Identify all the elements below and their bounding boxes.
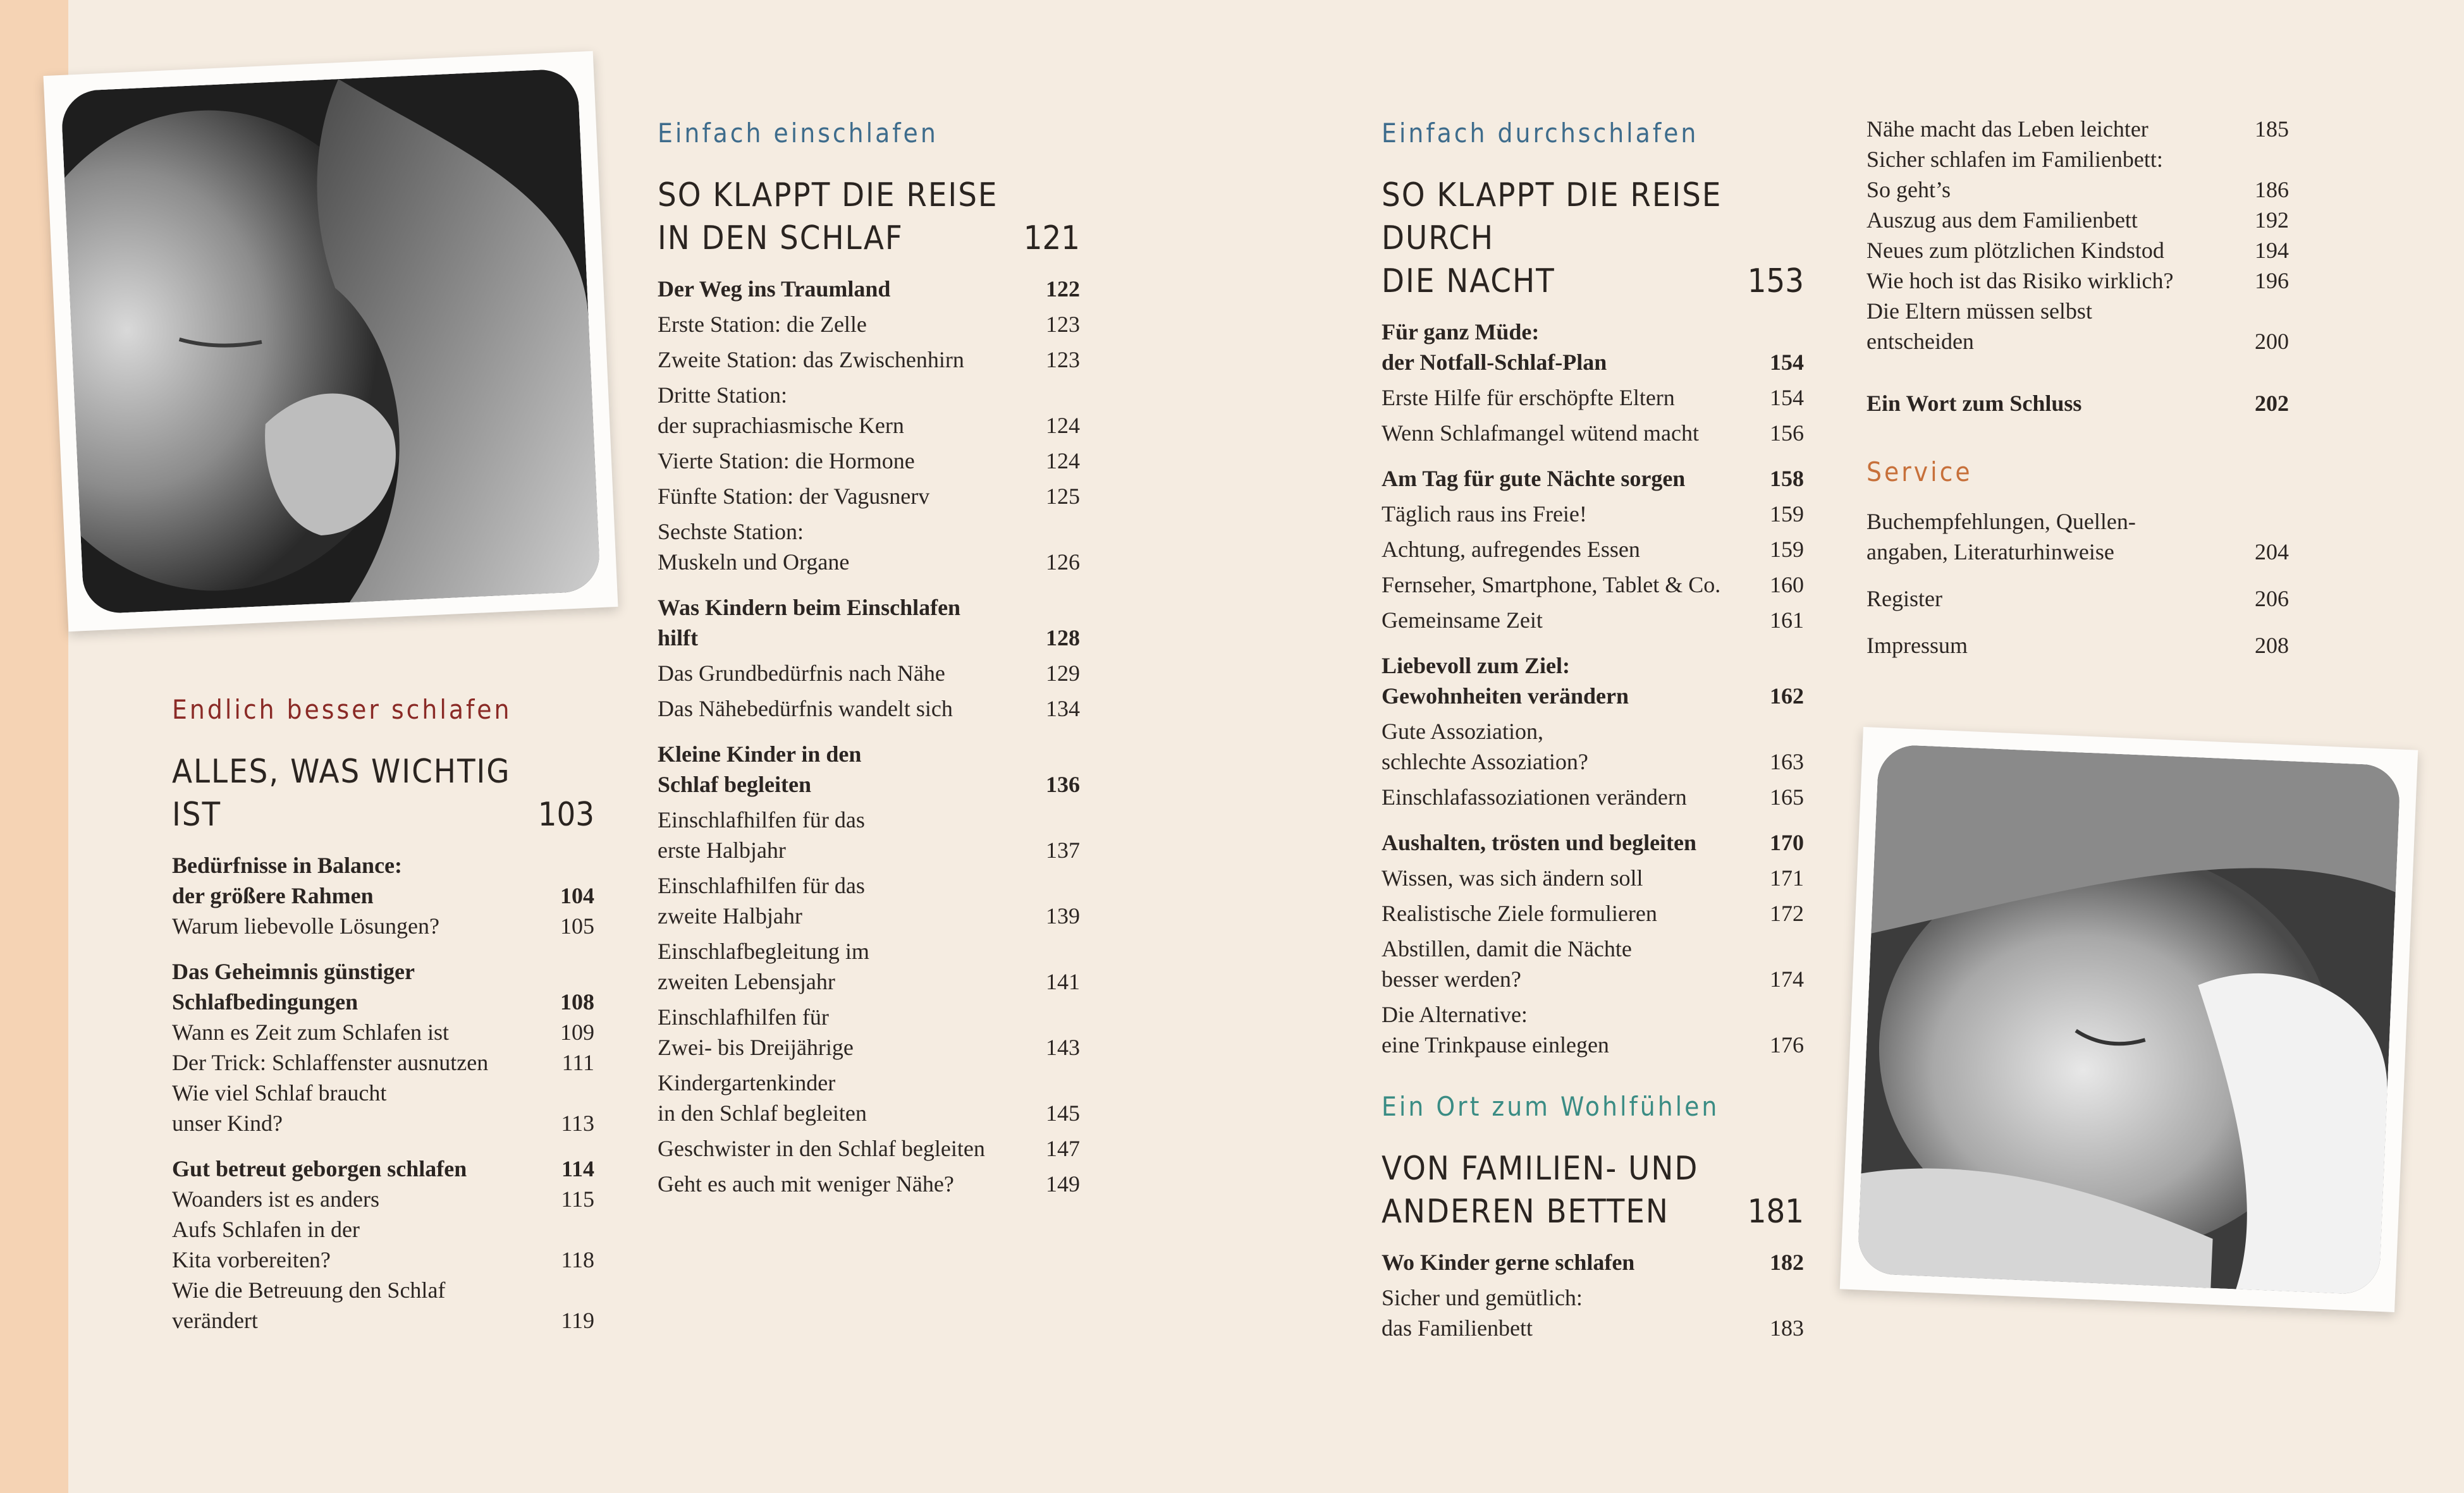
- entry-title: Fernseher, Smartphone, Tablet & Co.: [1382, 572, 1721, 597]
- entry-title: Erste Station: die Zelle: [658, 312, 867, 337]
- toc-entry[interactable]: [1382, 534, 1804, 564]
- entry-title: Auszug aus dem Familienbett: [1866, 207, 2138, 233]
- toc-entry[interactable]: [658, 658, 1080, 688]
- entry-title: Die Eltern müssen selbst entscheiden: [1866, 298, 2092, 354]
- entry-title: Wenn Schlafmangel wütend macht: [1382, 420, 1699, 446]
- toc-entry[interactable]: [658, 592, 1080, 653]
- entry-page: 185: [2255, 116, 2289, 142]
- entry-title: Gemeinsame Zeit: [1382, 607, 1543, 633]
- entry-page: 111: [561, 1050, 594, 1075]
- entry-page: 128: [1046, 625, 1080, 650]
- toc-section-einfach-einschlafen: [658, 118, 1080, 1204]
- entry-page: 123: [1046, 347, 1080, 372]
- toc-entry[interactable]: [658, 380, 1080, 441]
- entry-title: Aufs Schlafen in der Kita vorbereiten?: [172, 1217, 360, 1272]
- entry-title: Neues zum plötzlichen Kindstod: [1866, 238, 2164, 263]
- entry-title: Einschlafassoziationen verändern: [1382, 784, 1687, 810]
- toc-entry[interactable]: [172, 1214, 594, 1275]
- entry-page: 204: [2255, 539, 2289, 564]
- entry-title: Achtung, aufregendes Essen: [1382, 537, 1640, 562]
- photo-sleeping-child: [1840, 727, 2418, 1312]
- entry-title: Geht es auch mit weniger Nähe?: [658, 1171, 954, 1197]
- entry-page: 159: [1770, 501, 1804, 527]
- entry-page: 122: [1046, 276, 1080, 302]
- entry-title: Am Tag für gute Nächte sorgen: [1382, 466, 1686, 491]
- toc-entry[interactable]: [1382, 827, 1804, 858]
- chapter-page: 121: [1023, 219, 1080, 257]
- toc-entry[interactable]: [658, 805, 1080, 865]
- entry-page: 124: [1046, 413, 1080, 438]
- chapter-title: SO KLAPPT DIE REISE IN DEN SCHLAF: [658, 176, 998, 257]
- toc-entry[interactable]: [658, 481, 1080, 511]
- toc-entry[interactable]: [1866, 235, 2289, 265]
- toc-entry[interactable]: [172, 1047, 594, 1078]
- entry-title: Aushalten, trösten und begleiten: [1382, 830, 1697, 855]
- entry-page: 126: [1046, 549, 1080, 575]
- entry-title: Erste Hilfe für erschöpfte Eltern: [1382, 385, 1675, 410]
- entry-title: Woanders ist es anders: [172, 1186, 380, 1212]
- entry-page: 136: [1046, 772, 1080, 797]
- entry-title: Zweite Station: das Zwischenhirn: [658, 347, 964, 372]
- entry-page: 113: [561, 1111, 594, 1136]
- entry-title: Sicher schlafen im Familienbett: So geht’s: [1866, 147, 2163, 202]
- toc-entry[interactable]: [658, 693, 1080, 724]
- entry-page: 108: [560, 989, 594, 1015]
- entry-title: Realistische Ziele formulieren: [1382, 901, 1657, 926]
- entry-title: Einschlafbegleitung im zweiten Lebensjahr: [658, 939, 869, 994]
- service-entries: [1866, 506, 2289, 661]
- toc-entry[interactable]: [1866, 144, 2289, 205]
- entry-page: 159: [1770, 537, 1804, 562]
- entry-page: 123: [1046, 312, 1080, 337]
- toc-entry[interactable]: [1866, 114, 2289, 144]
- entry-title: Fünfte Station: der Vagusnerv: [658, 484, 930, 509]
- toc-section-endlich-besser-schlafen: [172, 694, 594, 1336]
- entry-title: Die Alternative: eine Trinkpause einlegen: [1382, 1002, 1609, 1057]
- entry-page: 147: [1046, 1136, 1080, 1161]
- toc-entry[interactable]: [1382, 782, 1804, 812]
- entry-page: 115: [561, 1186, 594, 1212]
- entry-page: 141: [1046, 969, 1080, 994]
- entry-title: Sicher und gemütlich: das Familienbett: [1382, 1285, 1583, 1341]
- entry-page: 145: [1046, 1100, 1080, 1126]
- toc-entry[interactable]: [172, 850, 594, 911]
- chapter-heading[interactable]: [1382, 174, 1804, 303]
- category-heading: Ein Ort zum Wohlfühlen: [1382, 1091, 1720, 1122]
- toc-entry[interactable]: [658, 1002, 1080, 1063]
- chapter-page: 181: [1747, 1193, 1804, 1231]
- entry-title: Wissen, was sich ändern soll: [1382, 865, 1643, 891]
- entry-page: 170: [1770, 830, 1804, 855]
- toc-entry[interactable]: [1382, 418, 1804, 448]
- entry-title: Für ganz Müde: der Notfall-Schlaf-Plan: [1382, 319, 1607, 375]
- service-heading: Service: [1866, 456, 1973, 487]
- toc-entry[interactable]: [1382, 605, 1804, 635]
- chapter-title: SO KLAPPT DIE REISE DURCH DIE NACHT: [1382, 176, 1722, 300]
- entry-title: Täglich raus ins Freie!: [1382, 501, 1587, 527]
- toc-entries: [1866, 114, 2289, 356]
- photo-image: [61, 68, 601, 614]
- entry-page: 171: [1770, 865, 1804, 891]
- entry-title: Kindergartenkinder in den Schlaf begleiten: [658, 1070, 867, 1126]
- category-heading: Einfach einschlafen: [658, 118, 938, 149]
- entry-page: 114: [561, 1156, 594, 1181]
- toc-entry[interactable]: [658, 739, 1080, 800]
- entry-title: Der Weg ins Traumland: [658, 276, 891, 302]
- entry-title: Gute Assoziation, schlechte Assoziation?: [1382, 719, 1588, 774]
- toc-entry[interactable]: [1382, 570, 1804, 600]
- chapter-heading[interactable]: [1382, 1147, 1804, 1233]
- category-heading: Endlich besser schlafen: [172, 694, 512, 725]
- category-heading: Einfach durchschlafen: [1382, 118, 1699, 149]
- toc-entry[interactable]: [658, 516, 1080, 577]
- toc-entries: [1382, 317, 1804, 1060]
- entry-page: 200: [2255, 329, 2289, 354]
- toc-entry[interactable]: [1382, 898, 1804, 929]
- entry-title: Ein Wort zum Schluss: [1866, 391, 2082, 416]
- entry-page: 119: [561, 1308, 594, 1333]
- toc-entry[interactable]: [1866, 265, 2289, 296]
- toc-entry[interactable]: [1382, 863, 1804, 893]
- toc-entry[interactable]: [1866, 296, 2289, 356]
- entry-page: 186: [2255, 177, 2289, 202]
- entry-title: Das Grundbedürfnis nach Nähe: [658, 661, 945, 686]
- toc-entry[interactable]: [172, 1017, 594, 1047]
- entry-page: 109: [560, 1020, 594, 1045]
- entry-title: Warum liebevolle Lösungen?: [172, 913, 439, 939]
- entry-page: 163: [1770, 749, 1804, 774]
- toc-entry[interactable]: [1382, 934, 1804, 994]
- entry-page: 192: [2255, 207, 2289, 233]
- entry-page: 156: [1770, 420, 1804, 446]
- entry-title: Register: [1866, 586, 1942, 611]
- toc-entry[interactable]: [1382, 716, 1804, 777]
- toc-entry[interactable]: [658, 1133, 1080, 1164]
- entry-page: 176: [1770, 1032, 1804, 1057]
- toc-entry[interactable]: [172, 1078, 594, 1138]
- entry-title: Liebevoll zum Ziel: Gewohnheiten verändern: [1382, 653, 1629, 709]
- toc-entry[interactable]: [1382, 382, 1804, 413]
- toc-entry[interactable]: [1866, 506, 2289, 567]
- toc-entry[interactable]: [1382, 499, 1804, 529]
- entry-page: 208: [2255, 633, 2289, 658]
- toc-entry[interactable]: [1866, 583, 2289, 614]
- entry-title: Abstillen, damit die Nächte besser werden?: [1382, 936, 1632, 992]
- entry-title: Geschwister in den Schlaf begleiten: [658, 1136, 985, 1161]
- photo-breastfeeding-baby: [43, 51, 618, 632]
- entry-title: Sechste Station: Muskeln und Organe: [658, 519, 850, 575]
- entry-page: 162: [1770, 683, 1804, 709]
- entry-title: Bedürfnisse in Balance: der größere Rahmen: [172, 853, 403, 908]
- entry-title: Der Trick: Schlaffenster ausnutzen: [172, 1050, 489, 1075]
- entry-title: Was Kindern beim Einschlafen hilft: [658, 595, 961, 650]
- toc-entry[interactable]: [1382, 1283, 1804, 1343]
- entry-title: Wie die Betreuung den Schlaf verändert: [172, 1277, 446, 1333]
- toc-entry[interactable]: [658, 344, 1080, 375]
- entry-page: 129: [1046, 661, 1080, 686]
- chapter-title: ALLES, WAS WICHTIG IST: [172, 753, 511, 834]
- entry-page: 154: [1770, 385, 1804, 410]
- photo-image: [1857, 744, 2401, 1295]
- toc-entry[interactable]: [658, 309, 1080, 339]
- entry-page: 139: [1046, 903, 1080, 929]
- entry-title: Buchempfehlungen, Quellen- angaben, Literaturhinweise: [1866, 509, 2136, 564]
- entry-page: 124: [1046, 448, 1080, 473]
- chapter-title: VON FAMILIEN- UND ANDEREN BETTEN: [1382, 1150, 1699, 1231]
- toc-entries: [1382, 1247, 1804, 1343]
- toc-entry[interactable]: [1866, 630, 2289, 661]
- entry-title: Dritte Station: der suprachiasmische Kern: [658, 382, 904, 438]
- entry-title: Impressum: [1866, 633, 1968, 658]
- entry-title: Einschlafhilfen für Zwei- bis Dreijährige: [658, 1004, 854, 1060]
- entry-title: Das Nähebedürfnis wandelt sich: [658, 696, 953, 721]
- toc-entry[interactable]: [1382, 463, 1804, 494]
- entry-page: 118: [561, 1247, 594, 1272]
- entry-page: 158: [1770, 466, 1804, 491]
- toc-entry[interactable]: [172, 1154, 594, 1184]
- toc-section-continued: [1866, 114, 2289, 677]
- toc-entry[interactable]: [658, 274, 1080, 304]
- entry-title: Einschlafhilfen für das zweite Halbjahr: [658, 873, 865, 929]
- entry-page: 143: [1046, 1035, 1080, 1060]
- entry-page: 206: [2255, 586, 2289, 611]
- entry-title: Einschlafhilfen für das erste Halbjahr: [658, 807, 865, 863]
- entry-page: 196: [2255, 268, 2289, 293]
- toc-entries: [658, 274, 1080, 1199]
- entry-title: Nähe macht das Leben leichter: [1866, 116, 2148, 142]
- entry-page: 183: [1770, 1315, 1804, 1341]
- toc-entry[interactable]: [1866, 388, 2289, 418]
- chapter-page: 103: [537, 796, 594, 834]
- entry-page: 105: [560, 913, 594, 939]
- entry-page: 165: [1770, 784, 1804, 810]
- toc-entry[interactable]: [1382, 650, 1804, 711]
- entry-title: Kleine Kinder in den Schlaf begleiten: [658, 741, 862, 797]
- entry-title: Wie hoch ist das Risiko wirklich?: [1866, 268, 2174, 293]
- entry-page: 202: [2255, 391, 2289, 416]
- toc-entry[interactable]: [172, 956, 594, 1017]
- entry-page: 160: [1770, 572, 1804, 597]
- entry-page: 104: [560, 883, 594, 908]
- toc-entry[interactable]: [172, 911, 594, 941]
- toc-section-einfach-durchschlafen: [1382, 118, 1804, 1065]
- chapter-heading[interactable]: [658, 174, 1080, 260]
- toc-entry[interactable]: [1866, 205, 2289, 235]
- toc-entry[interactable]: [1382, 999, 1804, 1060]
- chapter-page: 153: [1747, 262, 1804, 300]
- entry-title: Wie viel Schlaf braucht unser Kind?: [172, 1080, 387, 1136]
- entry-page: 194: [2255, 238, 2289, 263]
- toc-entries: [172, 850, 594, 1336]
- entry-title: Wo Kinder gerne schlafen: [1382, 1250, 1635, 1275]
- entry-page: 182: [1770, 1250, 1804, 1275]
- toc-entry[interactable]: [1382, 1247, 1804, 1277]
- toc-entry[interactable]: [658, 1068, 1080, 1128]
- entry-page: 125: [1046, 484, 1080, 509]
- entry-page: 137: [1046, 838, 1080, 863]
- entry-page: 172: [1770, 901, 1804, 926]
- entry-page: 174: [1770, 966, 1804, 992]
- entry-title: Gut betreut geborgen schlafen: [172, 1156, 467, 1181]
- entry-page: 134: [1046, 696, 1080, 721]
- toc-entry[interactable]: [658, 936, 1080, 997]
- toc-entry[interactable]: [658, 446, 1080, 476]
- toc-entry[interactable]: [658, 1169, 1080, 1199]
- entry-page: 149: [1046, 1171, 1080, 1197]
- entry-page: 161: [1770, 607, 1804, 633]
- entry-page: 154: [1770, 350, 1804, 375]
- toc-entry[interactable]: [172, 1275, 594, 1336]
- toc-entry[interactable]: [1382, 317, 1804, 377]
- toc-entry[interactable]: [658, 870, 1080, 931]
- entry-title: Das Geheimnis günstiger Schlafbedingungen: [172, 959, 415, 1015]
- entry-title: Wann es Zeit zum Schlafen ist: [172, 1020, 449, 1045]
- chapter-heading[interactable]: [172, 750, 594, 836]
- toc-section-ein-ort-zum-wohlfuehlen: [1382, 1091, 1804, 1348]
- toc-entry[interactable]: [172, 1184, 594, 1214]
- entry-title: Vierte Station: die Hormone: [658, 448, 915, 473]
